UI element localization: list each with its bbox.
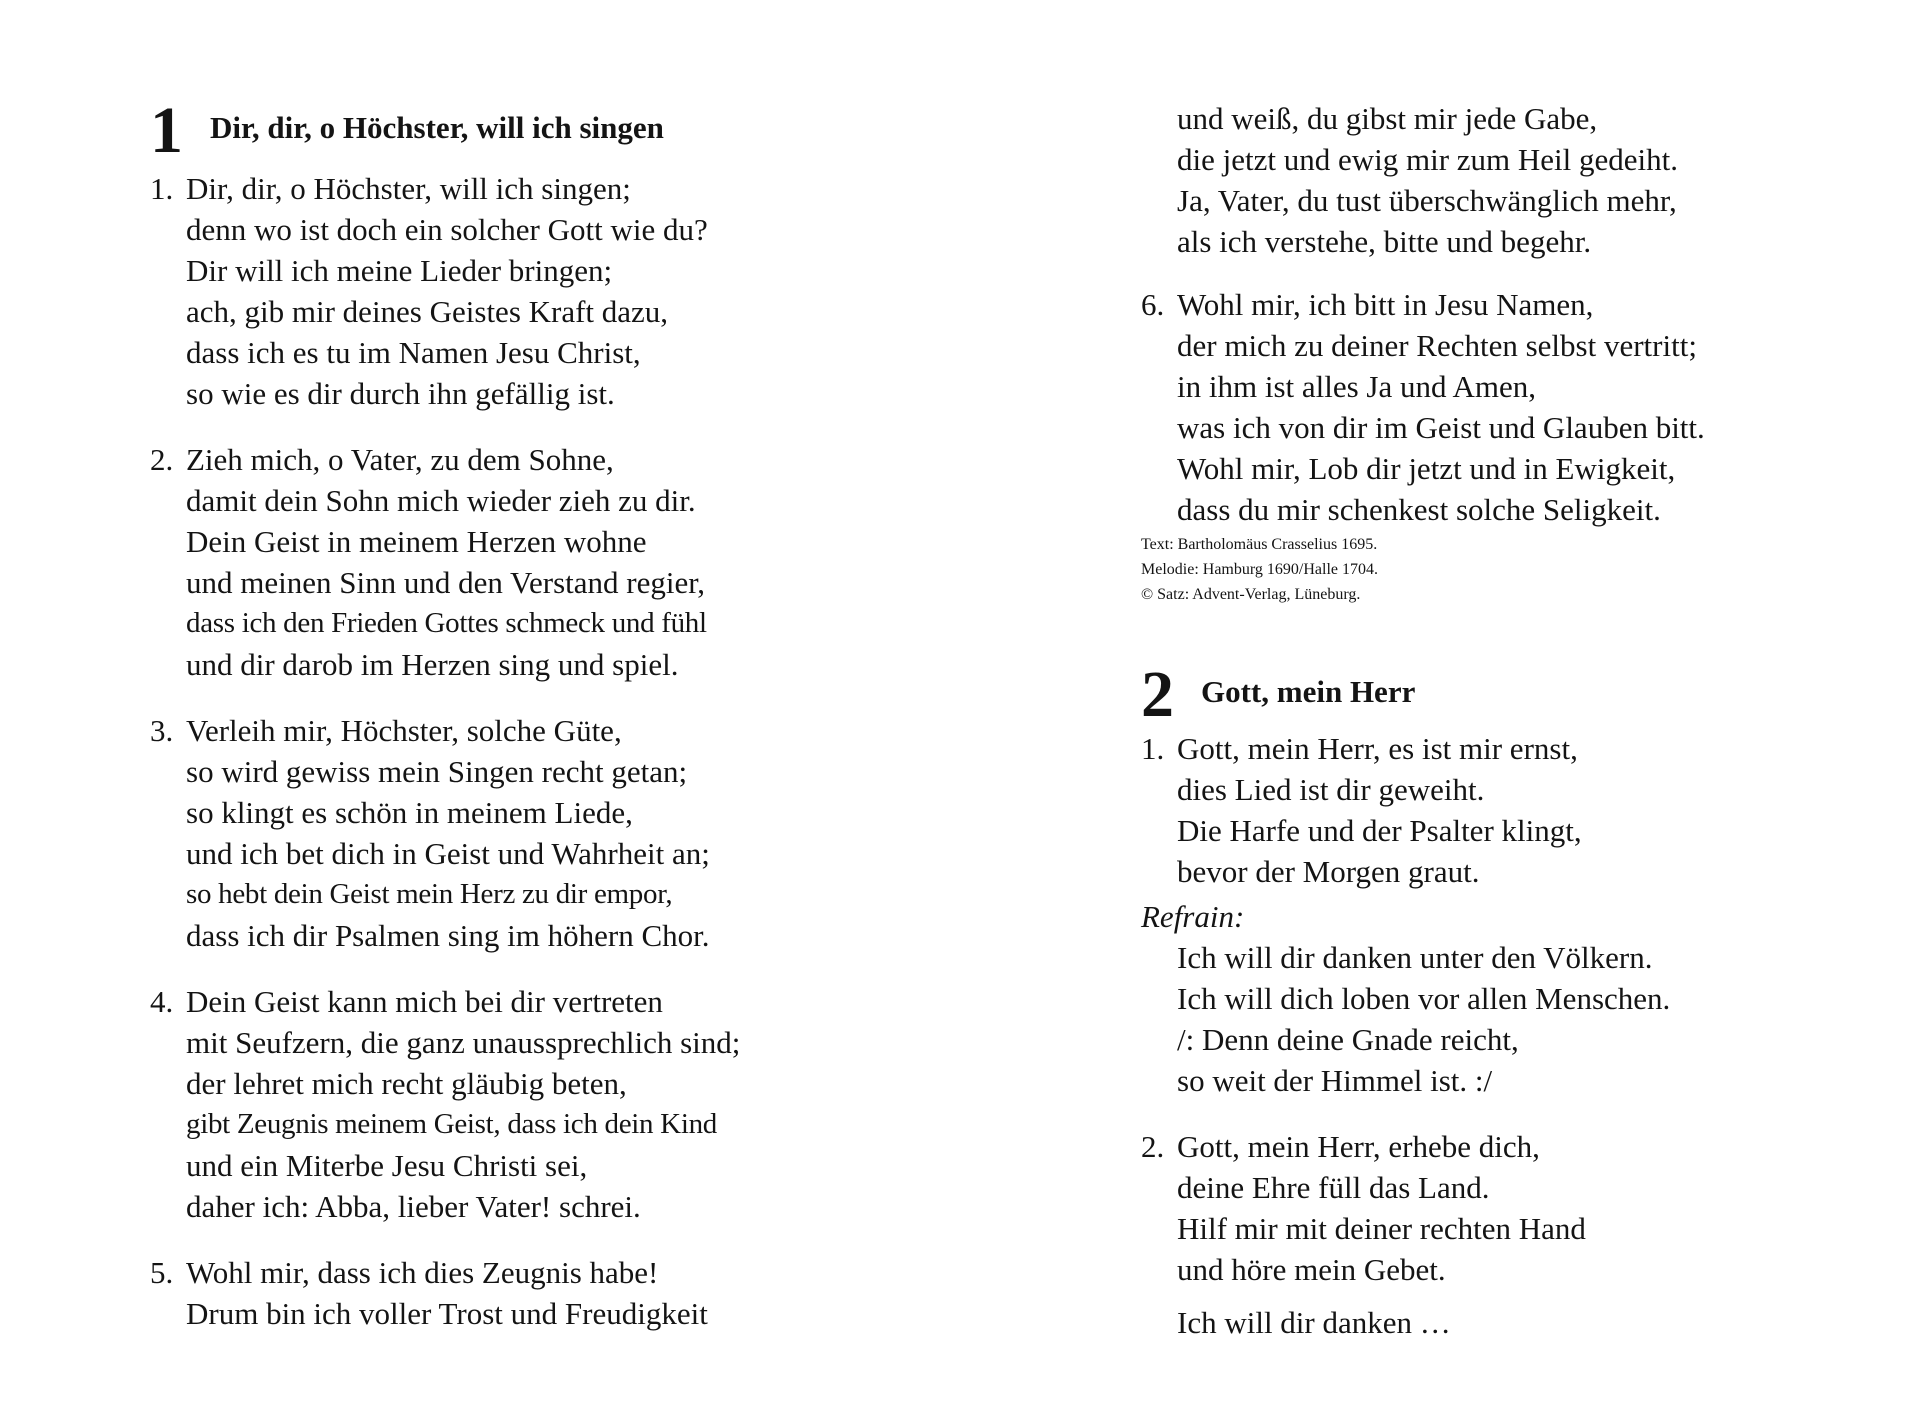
verse-line: und weiß, du gibst mir jede Gabe, — [1177, 101, 1598, 136]
song-1-stanza-2 — [150, 439, 707, 685]
verse-line: Drum bin ich voller Trost und Freudigkeit — [186, 1296, 708, 1331]
stanza-number: 2. — [1141, 1129, 1165, 1164]
verse-line: Wohl mir, dass ich dies Zeugnis habe! — [186, 1255, 659, 1290]
song-number: 2 — [1141, 658, 1174, 731]
song-1-header — [150, 94, 664, 167]
song-2-refrain-repeat — [1177, 1302, 1451, 1343]
song-1-stanza-6 — [1141, 284, 1705, 530]
song-2-refrain — [1177, 937, 1670, 1101]
verse-line: Die Harfe und der Psalter klingt, — [1177, 813, 1582, 848]
refrain-label: Refrain: — [1141, 899, 1245, 934]
verse-line: Dein Geist kann mich bei dir vertreten — [186, 984, 663, 1019]
song-1-stanza-4 — [150, 981, 740, 1227]
verse-line: damit dein Sohn mich wieder zieh zu dir. — [186, 483, 696, 518]
verse-line: und meinen Sinn und den Verstand regier, — [186, 565, 706, 600]
verse-line: dass du mir schenkest solche Seligkeit. — [1177, 492, 1661, 527]
refrain-line: Ich will dich loben vor allen Menschen. — [1177, 981, 1671, 1016]
verse-line: gibt Zeugnis meinem Geist, dass ich dein Kind — [186, 1108, 717, 1140]
verse-line: und höre mein Gebet. — [1177, 1252, 1446, 1287]
refrain-repeat-line: Ich will dir danken … — [1177, 1305, 1451, 1340]
stanza-number: 2. — [150, 442, 174, 477]
song-1-stanza-1 — [150, 168, 708, 414]
stanza-number: 1. — [150, 171, 174, 206]
refrain-line: /: Denn deine Gnade reicht, — [1177, 1022, 1519, 1057]
song-1-stanza-5 — [150, 1252, 708, 1334]
refrain-line: Ich will dir danken unter den Völkern. — [1177, 940, 1653, 975]
song-2-header — [1141, 658, 1416, 731]
verse-line: Gott, mein Herr, erhebe dich, — [1177, 1129, 1540, 1164]
song-2-stanza-2 — [1141, 1126, 1586, 1290]
refrain-line: so weit der Himmel ist. :/ — [1177, 1063, 1493, 1098]
verse-line: der lehret mich recht gläubig beten, — [186, 1066, 627, 1101]
verse-line: denn wo ist doch ein solcher Gott wie du? — [186, 212, 708, 247]
verse-line: mit Seufzern, die ganz unaussprechlich sind; — [186, 1025, 741, 1060]
song-1-credits — [1141, 532, 1378, 607]
verse-line: Wohl mir, ich bitt in Jesu Namen, — [1177, 287, 1594, 322]
verse-line: Hilf mir mit deiner rechten Hand — [1177, 1211, 1586, 1246]
stanza-number: 3. — [150, 713, 174, 748]
verse-line: bevor der Morgen graut. — [1177, 854, 1480, 889]
verse-line: so klingt es schön in meinem Liede, — [186, 795, 633, 830]
song-title: Gott, mein Herr — [1201, 674, 1416, 709]
verse-line: und ich bet dich in Geist und Wahrheit an; — [186, 836, 710, 871]
verse-line: Zieh mich, o Vater, zu dem Sohne, — [186, 442, 614, 477]
song-number: 1 — [150, 94, 183, 167]
verse-line: Dein Geist in meinem Herzen wohne — [186, 524, 647, 559]
verse-line: in ihm ist alles Ja und Amen, — [1177, 369, 1537, 404]
verse-line: als ich verstehe, bitte und begehr. — [1177, 224, 1592, 259]
verse-line: und ein Miterbe Jesu Christi sei, — [186, 1148, 588, 1183]
verse-line: Dir, dir, o Höchster, will ich singen; — [186, 171, 631, 206]
verse-line: der mich zu deiner Rechten selbst vertritt; — [1177, 328, 1697, 363]
verse-line: dies Lied ist dir geweiht. — [1177, 772, 1485, 807]
verse-line: deine Ehre füll das Land. — [1177, 1170, 1490, 1205]
verse-line: so wird gewiss mein Singen recht getan; — [186, 754, 688, 789]
verse-line: ach, gib mir deines Geistes Kraft dazu, — [186, 294, 669, 329]
verse-line: dass ich den Frieden Gottes schmeck und fühl — [186, 607, 707, 639]
verse-line: und dir darob im Herzen sing und spiel. — [186, 647, 679, 682]
credit-setting: © Satz: Advent-Verlag, Lüneburg. — [1141, 586, 1361, 603]
stanza-number: 4. — [150, 984, 174, 1019]
verse-line: so wie es dir durch ihn gefällig ist. — [186, 376, 615, 411]
song-1-stanza-3 — [150, 710, 710, 956]
verse-line: so hebt dein Geist mein Herz zu dir empor, — [186, 878, 673, 910]
verse-line: dass ich es tu im Namen Jesu Christ, — [186, 335, 641, 370]
verse-line: dass ich dir Psalmen sing im höhern Chor. — [186, 918, 710, 953]
verse-line: Dir will ich meine Lieder bringen; — [186, 253, 613, 288]
credit-text: Text: Bartholomäus Crasselius 1695. — [1141, 536, 1378, 553]
stanza-number: 6. — [1141, 287, 1165, 322]
verse-line: Verleih mir, Höchster, solche Güte, — [186, 713, 622, 748]
verse-line: die jetzt und ewig mir zum Heil gedeiht. — [1177, 142, 1679, 177]
song-2-stanza-1 — [1141, 728, 1582, 892]
song-1-stanza-5-continued — [1177, 98, 1678, 262]
stanza-number: 5. — [150, 1255, 174, 1290]
verse-line: Gott, mein Herr, es ist mir ernst, — [1177, 731, 1578, 766]
verse-line: was ich von dir im Geist und Glauben bitt. — [1177, 410, 1705, 445]
stanza-number: 1. — [1141, 731, 1165, 766]
song-title: Dir, dir, o Höchster, will ich singen — [210, 110, 664, 145]
verse-line: Wohl mir, Lob dir jetzt und in Ewigkeit, — [1177, 451, 1676, 486]
verse-line: Ja, Vater, du tust überschwänglich mehr, — [1177, 183, 1677, 218]
verse-line: daher ich: Abba, lieber Vater! schrei. — [186, 1189, 641, 1224]
credit-melody: Melodie: Hamburg 1690/Halle 1704. — [1141, 561, 1378, 578]
